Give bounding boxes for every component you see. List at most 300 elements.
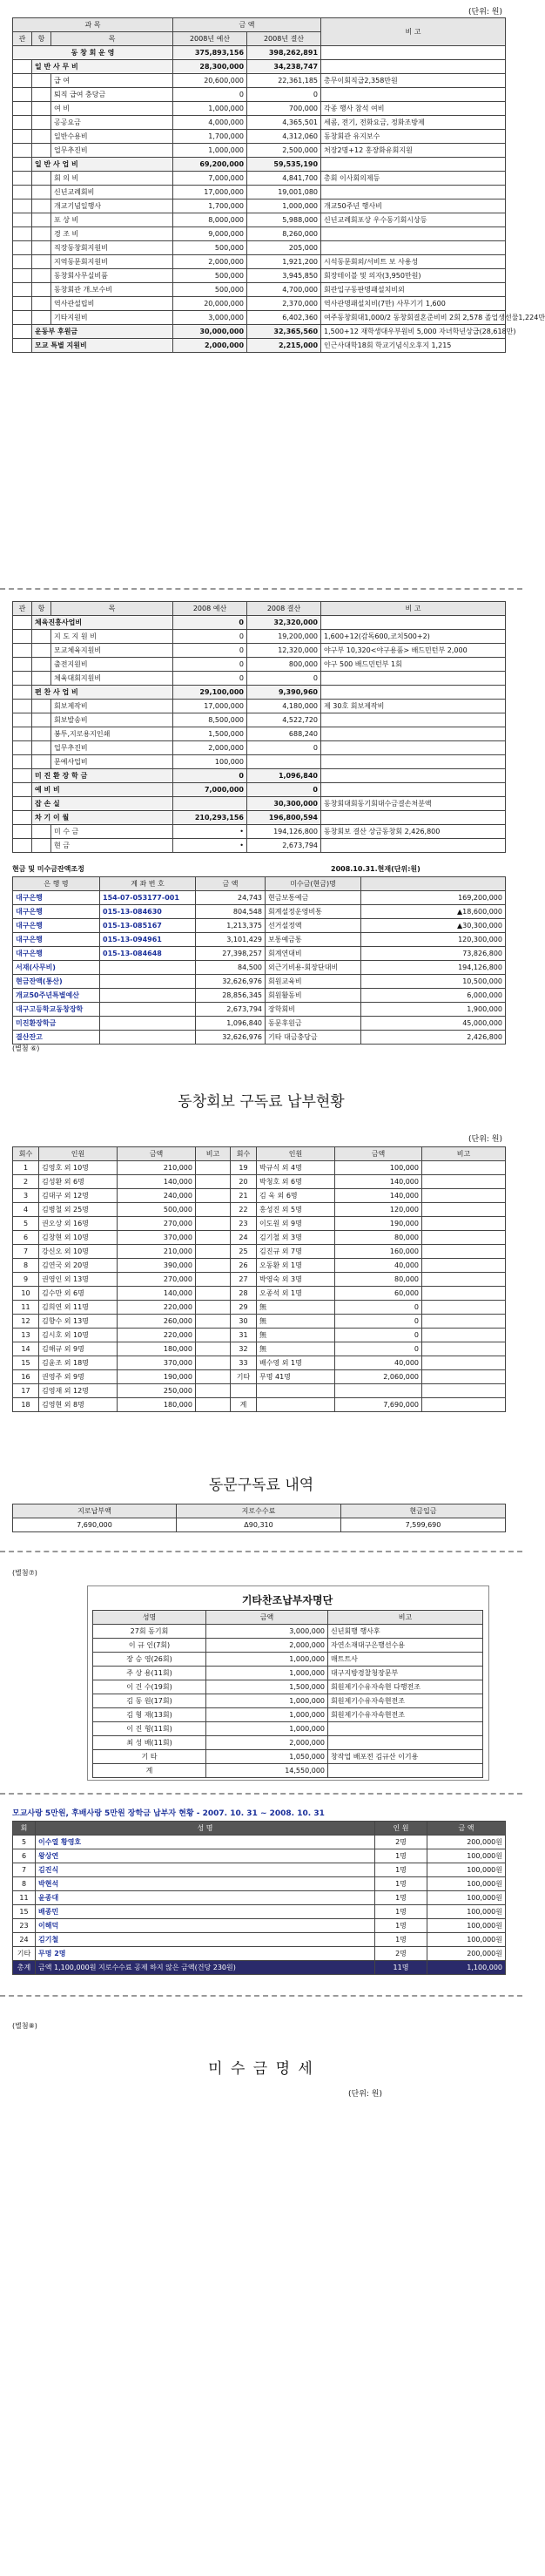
- member-amount: 270,000: [118, 1273, 196, 1287]
- member-amount: 210,000: [118, 1161, 196, 1175]
- header-right: [361, 877, 506, 891]
- item-note: [321, 158, 506, 172]
- donor-note: 신년회행 행사후: [328, 1625, 483, 1639]
- indent-cell: [32, 130, 51, 144]
- bank-right-amount: 2,426,800: [361, 1031, 506, 1045]
- scholar-name: 배종민: [36, 1905, 375, 1919]
- item-budget: 28,300,000: [173, 60, 247, 74]
- donor-name: 기 타: [93, 1750, 206, 1764]
- member-name: 김윤조 외 18명: [39, 1356, 118, 1370]
- member-note: [196, 1329, 231, 1342]
- giro-title: 동문구독료 내역: [208, 1477, 314, 1494]
- item-budget: 0: [173, 644, 247, 658]
- budget-row: [13, 700, 506, 713]
- item-settle: 688,240: [247, 727, 321, 741]
- item-settle: 5,988,000: [247, 213, 321, 227]
- donor-table: [92, 1610, 483, 1778]
- item-name: 예 비 비: [32, 783, 173, 797]
- round-no: 계: [231, 1398, 257, 1412]
- item-settle: 800,000: [247, 658, 321, 672]
- budget-row: [13, 213, 506, 227]
- indent-cell: [32, 727, 51, 741]
- member-amount: 220,000: [118, 1301, 196, 1315]
- donor-name: 장 승 영(26회): [93, 1653, 206, 1667]
- header-hang: 항: [32, 32, 51, 46]
- item-settle: 12,320,000: [247, 644, 321, 658]
- budget-row: [13, 616, 506, 630]
- item-budget: 500,000: [173, 283, 247, 297]
- bank-memo: 회계연대비: [266, 947, 361, 961]
- donor-row: [93, 1667, 483, 1680]
- item-name: 동창회사무실비품: [51, 269, 173, 283]
- item-name: 일 반 사 무 비: [32, 60, 173, 74]
- header-name: 성 명: [36, 1822, 375, 1836]
- item-settle: 6,402,360: [247, 311, 321, 325]
- scholar-name: 무명 2명: [36, 1947, 375, 1961]
- indent-cell: [32, 255, 51, 269]
- bank-row: [13, 947, 506, 961]
- item-name: 출전지원비: [51, 658, 173, 672]
- member-note: [422, 1384, 506, 1398]
- item-note: [321, 60, 506, 74]
- item-settle: 398,262,891: [247, 46, 321, 60]
- round-no: 23: [231, 1217, 257, 1231]
- item-budget: 9,000,000: [173, 227, 247, 241]
- item-note: 개교50주년 행사비: [321, 199, 506, 213]
- scholar-amount: 100,000원: [427, 1877, 506, 1891]
- item-name: 지역동문회지원비: [51, 255, 173, 269]
- item-note: 야구부 10,320<야구용품> 배드민턴부 2,000: [321, 644, 506, 658]
- header-giro-paid: 지로납부액: [13, 1504, 177, 1518]
- subscription-title: 동창회보 구독료 납부현황: [178, 1093, 345, 1111]
- subscription-row: [13, 1356, 506, 1370]
- member-name: 김대구 외 12명: [39, 1189, 118, 1203]
- bank-row: [13, 961, 506, 975]
- header-note: 비 고: [321, 602, 506, 616]
- donor-row: [93, 1750, 483, 1764]
- budget-row: [13, 672, 506, 686]
- indent-cell: [13, 741, 32, 755]
- member-note: [422, 1217, 506, 1231]
- account-number: [100, 989, 196, 1003]
- indent-cell: [32, 74, 51, 88]
- bank-right-amount: 73,826,800: [361, 947, 506, 961]
- round-no: 7: [13, 1245, 39, 1259]
- member-amount: 220,000: [118, 1329, 196, 1342]
- item-name: 차 기 이 월: [32, 811, 173, 825]
- member-name: 권영인 외 13명: [39, 1273, 118, 1287]
- bank-name: 미진환장학금: [13, 1017, 100, 1031]
- member-name: 김희연 외 11명: [39, 1301, 118, 1315]
- item-note: 동창회대회동기회대수금결손처분액: [321, 797, 506, 811]
- indent-cell: [13, 144, 32, 158]
- member-name: 無: [257, 1342, 335, 1356]
- round-no: 21: [231, 1189, 257, 1203]
- header-no: 회수: [231, 1147, 257, 1161]
- member-name: 김영호 외 10명: [39, 1161, 118, 1175]
- member-amount: 60,000: [335, 1287, 422, 1301]
- header-amount: 금 액: [173, 18, 321, 32]
- round-no: 6: [13, 1231, 39, 1245]
- member-amount: 2,060,000: [335, 1370, 422, 1384]
- indent-cell: [13, 88, 32, 102]
- round-no: 12: [13, 1315, 39, 1329]
- item-note: [321, 839, 506, 853]
- item-name: 경 조 비: [51, 227, 173, 241]
- item-settle: 22,361,185: [247, 74, 321, 88]
- donor-note: [328, 1736, 483, 1750]
- indent-cell: [13, 199, 32, 213]
- bank-memo: 외근기비용-회장단대비: [266, 961, 361, 975]
- scholar-amount: 100,000원: [427, 1891, 506, 1905]
- budget-row: [13, 60, 506, 74]
- header-bank: 은 행 명: [13, 877, 100, 891]
- member-name: 이도원 외 9명: [257, 1217, 335, 1231]
- scholar-round: 기타: [13, 1947, 36, 1961]
- member-note: [196, 1245, 231, 1259]
- indent-cell: [32, 630, 51, 644]
- item-note: 신년교례회포상 우수동기회시상등: [321, 213, 506, 227]
- bank-name: 대구은행: [13, 933, 100, 947]
- bank-table: [12, 876, 506, 1045]
- bank-memo: 장학회비: [266, 1003, 361, 1017]
- item-name: 퇴직 급여 충당금: [51, 88, 173, 102]
- item-name: 회보발송비: [51, 713, 173, 727]
- scholarship-row: [13, 1891, 506, 1905]
- bank-asof: 2008.10.31.현재(단위:원): [331, 865, 421, 873]
- indent-cell: [32, 102, 51, 116]
- item-budget: 4,000,000: [173, 116, 247, 130]
- receivables-title: 미 수 금 명 세: [208, 2060, 314, 2078]
- donor-note: 자연소재대구은행선수용: [328, 1639, 483, 1653]
- scholar-name: 왕상연: [36, 1849, 375, 1863]
- member-name: [257, 1384, 335, 1398]
- member-note: [422, 1245, 506, 1259]
- account-number: 015-13-084630: [100, 905, 196, 919]
- budget-row: [13, 283, 506, 297]
- scholar-amount: 200,000원: [427, 1947, 506, 1961]
- indent-cell: [32, 227, 51, 241]
- account-number: 015-13-094961: [100, 933, 196, 947]
- scholarship-row: [13, 1836, 506, 1849]
- item-budget: •: [173, 839, 247, 853]
- item-settle: 196,800,594: [247, 811, 321, 825]
- member-name: 김연국 외 20명: [39, 1259, 118, 1273]
- bank-memo: 회원교육비: [266, 975, 361, 989]
- budget-row: [13, 825, 506, 839]
- bank-title: 현금 및 미수금잔액조정: [12, 865, 84, 873]
- member-amount: 190,000: [335, 1217, 422, 1231]
- member-name: 無: [257, 1315, 335, 1329]
- budget-row: [13, 116, 506, 130]
- item-settle: 2,215,000: [247, 339, 321, 353]
- bank-memo: 회원활동비: [266, 989, 361, 1003]
- item-budget: 0: [173, 658, 247, 672]
- item-note: 동창회보 결산 상금동창회 2,426,800: [321, 825, 506, 839]
- scholar-count: 1명: [375, 1933, 427, 1947]
- donor-note: 회원제기수유자속현 다행전조: [328, 1680, 483, 1694]
- bank-memo: 회계설정운영비통: [266, 905, 361, 919]
- item-settle: 1,096,840: [247, 769, 321, 783]
- item-note: [321, 713, 506, 727]
- item-name: 잡 손 실: [32, 797, 173, 811]
- header-count: 인 원: [375, 1822, 427, 1836]
- indent-cell: [13, 186, 32, 199]
- bank-right-amount: 120,300,000: [361, 933, 506, 947]
- item-budget: 8,000,000: [173, 213, 247, 227]
- budget-row: [13, 255, 506, 269]
- member-name: 권오상 외 16명: [39, 1217, 118, 1231]
- indent-cell: [32, 116, 51, 130]
- item-budget: 500,000: [173, 241, 247, 255]
- indent-cell: [13, 283, 32, 297]
- indent-cell: [13, 74, 32, 88]
- item-settle: [247, 755, 321, 769]
- item-note: 인근사대학18회 학교기념식오후지 1,215: [321, 339, 506, 353]
- donor-name: 이 규 인(7회): [93, 1639, 206, 1653]
- subscription-row: [13, 1384, 506, 1398]
- budget-row: [13, 297, 506, 311]
- member-amount: 140,000: [118, 1175, 196, 1189]
- subscription-row: [13, 1245, 506, 1259]
- bank-memo: 동문후원금: [266, 1017, 361, 1031]
- bank-right-amount: 169,200,000: [361, 891, 506, 905]
- donor-amount: 1,000,000: [206, 1653, 328, 1667]
- member-note: [422, 1189, 506, 1203]
- header-gwan: 관: [13, 32, 32, 46]
- item-budget: 0: [173, 88, 247, 102]
- bank-row: [13, 1031, 506, 1045]
- item-note: [321, 741, 506, 755]
- giro-table: [12, 1504, 506, 1532]
- item-note: [321, 88, 506, 102]
- item-name: 운동부 후원금: [32, 325, 173, 339]
- member-name: 김병철 외 25명: [39, 1203, 118, 1217]
- budget-row: [13, 755, 506, 769]
- item-settle: 9,390,960: [247, 686, 321, 700]
- bank-amount: 1,213,375: [196, 919, 266, 933]
- item-budget: 2,000,000: [173, 255, 247, 269]
- member-note: [422, 1175, 506, 1189]
- item-note: [321, 755, 506, 769]
- bank-name: 서재(사무비): [13, 961, 100, 975]
- scholarship-row: [13, 1863, 506, 1877]
- giro-paid: 7,690,000: [13, 1518, 177, 1532]
- indent-cell: [13, 644, 32, 658]
- donor-row: [93, 1625, 483, 1639]
- member-amount: 80,000: [335, 1273, 422, 1287]
- item-name: 공공요금: [51, 116, 173, 130]
- donor-note: 창작업 배포전 김규산 이기용: [328, 1750, 483, 1764]
- item-note: 총무이회직급2,358만원: [321, 74, 506, 88]
- member-name: 박청호 외 6명: [257, 1175, 335, 1189]
- donor-note: [328, 1722, 483, 1736]
- indent-cell: [13, 241, 32, 255]
- item-budget: 210,293,156: [173, 811, 247, 825]
- donor-note: 매트트사: [328, 1653, 483, 1667]
- indent-cell: [13, 839, 32, 853]
- member-name: 박영숙 외 3명: [257, 1273, 335, 1287]
- item-name: 문예사업비: [51, 755, 173, 769]
- indent-cell: [32, 658, 51, 672]
- subscription-row: [13, 1301, 506, 1315]
- item-note: 각종 행사 참석 여비: [321, 102, 506, 116]
- member-amount: 180,000: [118, 1342, 196, 1356]
- round-no: 18: [13, 1398, 39, 1412]
- round-no: 기타: [231, 1370, 257, 1384]
- bank-name: 결산잔고: [13, 1031, 100, 1045]
- member-amount: [335, 1384, 422, 1398]
- scholarship-row: [13, 1947, 506, 1961]
- budget-row: [13, 186, 506, 199]
- round-no: 25: [231, 1245, 257, 1259]
- scholarship-row: [13, 1919, 506, 1933]
- member-name: 無: [257, 1329, 335, 1342]
- round-no: 11: [13, 1301, 39, 1315]
- item-settle: 19,200,000: [247, 630, 321, 644]
- indent-cell: [13, 255, 32, 269]
- member-name: 김성환 외 6명: [39, 1175, 118, 1189]
- member-note: [422, 1273, 506, 1287]
- indent-cell: [13, 227, 32, 241]
- scholar-round: 총계: [13, 1961, 36, 1975]
- donor-amount: 1,000,000: [206, 1667, 328, 1680]
- indent-cell: [32, 297, 51, 311]
- member-name: 홍성진 외 5명: [257, 1203, 335, 1217]
- header-hang: 항: [32, 602, 51, 616]
- donor-note: 대구지방경찰청장문부: [328, 1667, 483, 1680]
- item-name: 기타지원비: [51, 311, 173, 325]
- item-settle: 2,370,000: [247, 297, 321, 311]
- header-subject: 과 목: [13, 18, 173, 32]
- member-name: 오동환 외 1명: [257, 1259, 335, 1273]
- item-note: [321, 686, 506, 700]
- item-settle: 4,365,501: [247, 116, 321, 130]
- item-note: 처장2명+12 홍장화유회지원: [321, 144, 506, 158]
- scholar-count: 1명: [375, 1905, 427, 1919]
- item-note: [321, 227, 506, 241]
- indent-cell: [32, 283, 51, 297]
- indent-cell: [13, 713, 32, 727]
- scholar-count: 1명: [375, 1891, 427, 1905]
- item-name: 동창회관 개.보수비: [51, 283, 173, 297]
- indent-cell: [32, 172, 51, 186]
- donor-name: 이 진 형(11회): [93, 1722, 206, 1736]
- donor-amount: 1,000,000: [206, 1708, 328, 1722]
- member-name: 김영현 외 8명: [39, 1398, 118, 1412]
- budget-row: [13, 172, 506, 186]
- budget-row: [13, 199, 506, 213]
- item-name: 역사관설립비: [51, 297, 173, 311]
- item-note: [321, 783, 506, 797]
- subscription-row: [13, 1259, 506, 1273]
- item-settle: 205,000: [247, 241, 321, 255]
- round-no: 17: [13, 1384, 39, 1398]
- subscription-row: [13, 1329, 506, 1342]
- member-name: 김 욱 외 6명: [257, 1189, 335, 1203]
- budget-row: [13, 797, 506, 811]
- bank-amount: 804,548: [196, 905, 266, 919]
- item-settle: 2,673,794: [247, 839, 321, 853]
- item-budget: 29,100,000: [173, 686, 247, 700]
- indent-cell: [13, 116, 32, 130]
- item-name: 지 도 지 원 비: [51, 630, 173, 644]
- indent-cell: [32, 186, 51, 199]
- budget-row: [13, 102, 506, 116]
- member-name: 김창현 외 10명: [39, 1231, 118, 1245]
- header-name: 인원: [257, 1147, 335, 1161]
- item-budget: 3,000,000: [173, 311, 247, 325]
- header-name: 인원: [39, 1147, 118, 1161]
- member-note: [422, 1301, 506, 1315]
- item-note: 1,500+12 재학생대우부원비 5,000 자녀학년상급(28,618만): [321, 325, 506, 339]
- item-name: 일 반 사 업 비: [32, 158, 173, 172]
- budget-row: [13, 74, 506, 88]
- donor-note: 회원제기수유자속현전조: [328, 1694, 483, 1708]
- indent-cell: [13, 616, 32, 630]
- item-note: 시석동문회외/서비트 보 사용성: [321, 255, 506, 269]
- item-settle: 0: [247, 741, 321, 755]
- member-name: 권영주 외 9명: [39, 1370, 118, 1384]
- item-settle: 8,260,000: [247, 227, 321, 241]
- budget-row: [13, 769, 506, 783]
- member-note: [196, 1273, 231, 1287]
- subscription-row: [13, 1370, 506, 1384]
- item-settle: 4,841,700: [247, 172, 321, 186]
- member-amount: 140,000: [118, 1287, 196, 1301]
- item-budget: 20,000,000: [173, 297, 247, 311]
- bank-right-amount: 194,126,800: [361, 961, 506, 975]
- scholar-name: 금액 1,100,000원 지로수수료 공제 하지 않은 금액(건당 230원): [36, 1961, 375, 1975]
- round-no: 16: [13, 1370, 39, 1384]
- item-name: 개교기념일행사: [51, 199, 173, 213]
- header-budget: 2008 예산: [173, 602, 247, 616]
- donor-name: 최 성 배(11회): [93, 1736, 206, 1750]
- scholar-amount: 100,000원: [427, 1863, 506, 1877]
- item-settle: 2,500,000: [247, 144, 321, 158]
- round-no: 20: [231, 1175, 257, 1189]
- member-amount: 80,000: [335, 1231, 422, 1245]
- member-note: [196, 1301, 231, 1315]
- bank-row: [13, 905, 506, 919]
- donor-amount: 2,000,000: [206, 1736, 328, 1750]
- header-name: 성명: [93, 1611, 206, 1625]
- item-budget: 17,000,000: [173, 700, 247, 713]
- attached-label-6: (별첨 ⑥): [12, 1045, 40, 1052]
- scholar-count: 1명: [375, 1849, 427, 1863]
- bank-amount: 32,626,976: [196, 975, 266, 989]
- budget-row: [13, 144, 506, 158]
- member-note: [196, 1189, 231, 1203]
- budget-row: [13, 658, 506, 672]
- header-gwan: 관: [13, 602, 32, 616]
- item-settle: 4,700,000: [247, 283, 321, 297]
- item-budget: 0: [173, 616, 247, 630]
- bank-memo: 기타 대금충당금: [266, 1031, 361, 1045]
- item-name: 모교 특별 지원비: [32, 339, 173, 353]
- header-giro-fee: 지로수수료: [177, 1504, 341, 1518]
- round-no: 22: [231, 1203, 257, 1217]
- donor-row: [93, 1722, 483, 1736]
- indent-cell: [32, 672, 51, 686]
- bank-name: 현금잔액(통산): [13, 975, 100, 989]
- section-divider: [0, 1793, 522, 1795]
- indent-cell: [13, 130, 32, 144]
- member-amount: 370,000: [118, 1356, 196, 1370]
- member-note: [196, 1342, 231, 1356]
- member-note: [196, 1175, 231, 1189]
- donor-row: [93, 1694, 483, 1708]
